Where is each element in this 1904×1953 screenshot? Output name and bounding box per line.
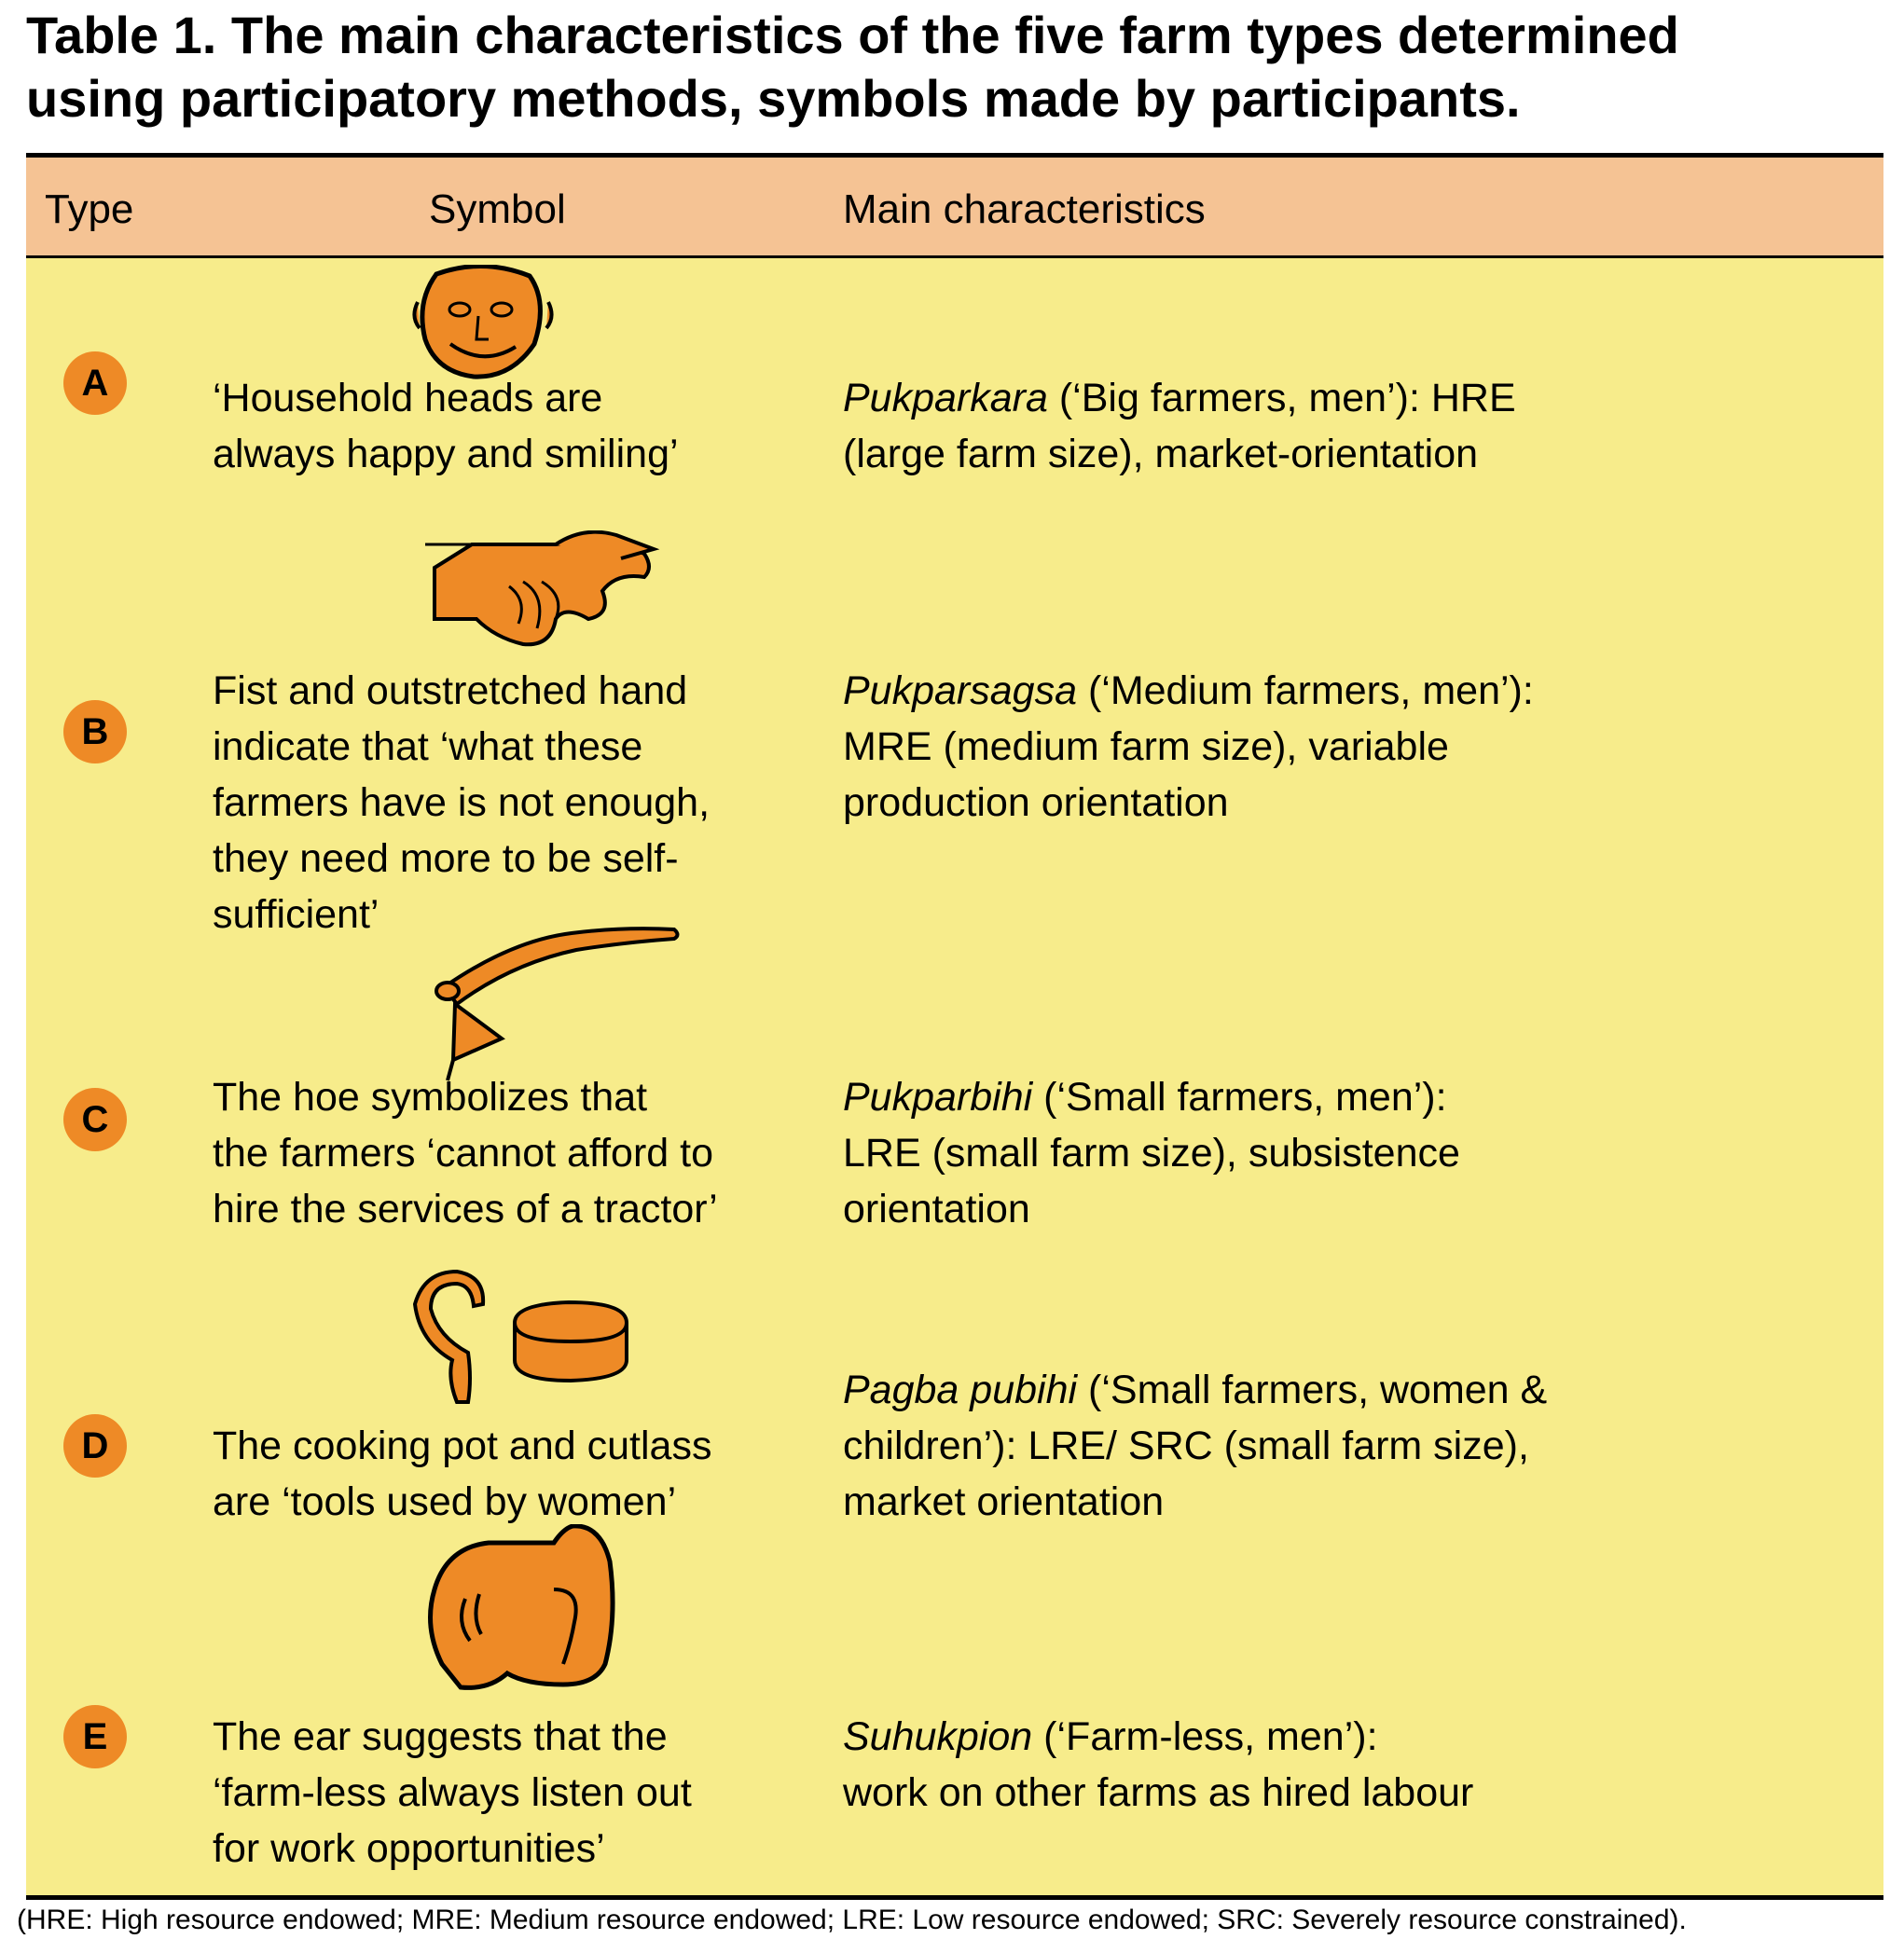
footnote: (HRE: High resource endowed; MRE: Medium resource endowed; LRE: Low resource endowed; SRC: Severely resource constrained).	[17, 1905, 1687, 1935]
type-badge: D	[63, 1414, 127, 1478]
header-characteristics: Main characteristics	[843, 186, 1206, 232]
farm-types-table	[26, 153, 1883, 1900]
type-badge: A	[63, 351, 127, 415]
page-title	[26, 4, 1882, 131]
ear-icon	[423, 1524, 628, 1692]
farm-type-name: Pukparbihi	[843, 1075, 1033, 1120]
farm-type-name: Pukparsagsa	[843, 668, 1077, 713]
title-line-2: using participatory methods, symbols made by participants.	[26, 69, 1521, 128]
symbol-description: The ear suggests that the ‘farm-less always listen out for work opportunities’	[213, 1714, 692, 1871]
characteristics: Suhukpion (‘Farm-less, men’): work on other farms as hired labour	[843, 1714, 1474, 1815]
header-type: Type	[45, 186, 134, 232]
symbol-description: Fist and outstretched hand indicate that ‘what these farmers have is not enough, they need more to be self- sufficient’	[213, 668, 711, 937]
type-badge: E	[63, 1705, 127, 1768]
cutlass-and-pot-icon	[410, 1267, 671, 1407]
symbol-description: The hoe symbolizes that the farmers ‘cannot afford to hire the services of a tractor’	[213, 1075, 718, 1231]
farm-type-name: Suhukpion	[843, 1714, 1033, 1759]
symbol-description: The cooking pot and cutlass are ‘tools used by women’	[213, 1423, 712, 1524]
symbol-description: ‘Household heads are always happy and smiling’	[213, 376, 679, 476]
header-symbol: Symbol	[429, 186, 566, 232]
characteristics: Pagba pubihi (‘Small farmers, women & children’): LRE/ SRC (small farm size), market orientation	[843, 1368, 1548, 1524]
fist-and-hand-icon	[425, 530, 686, 652]
table-header	[26, 158, 1883, 258]
farm-type-name: Pukparkara	[843, 376, 1048, 420]
smiling-face-icon	[408, 265, 558, 386]
characteristics: Pukparsagsa (‘Medium farmers, men’): MRE (medium farm size), variable production orientation	[843, 668, 1534, 825]
type-badge: B	[63, 700, 127, 763]
characteristics: Pukparkara (‘Big farmers, men’): HRE (large farm size), market-orientation	[843, 376, 1516, 476]
farm-type-name: Pagba pubihi	[843, 1368, 1078, 1412]
characteristics: Pukparbihi (‘Small farmers, men’): LRE (small farm size), subsistence orientation	[843, 1075, 1460, 1231]
title-line-1: Table 1. The main characteristics of the five farm types determined	[26, 6, 1679, 64]
type-badge: C	[63, 1088, 127, 1151]
hoe-icon	[408, 922, 688, 1090]
